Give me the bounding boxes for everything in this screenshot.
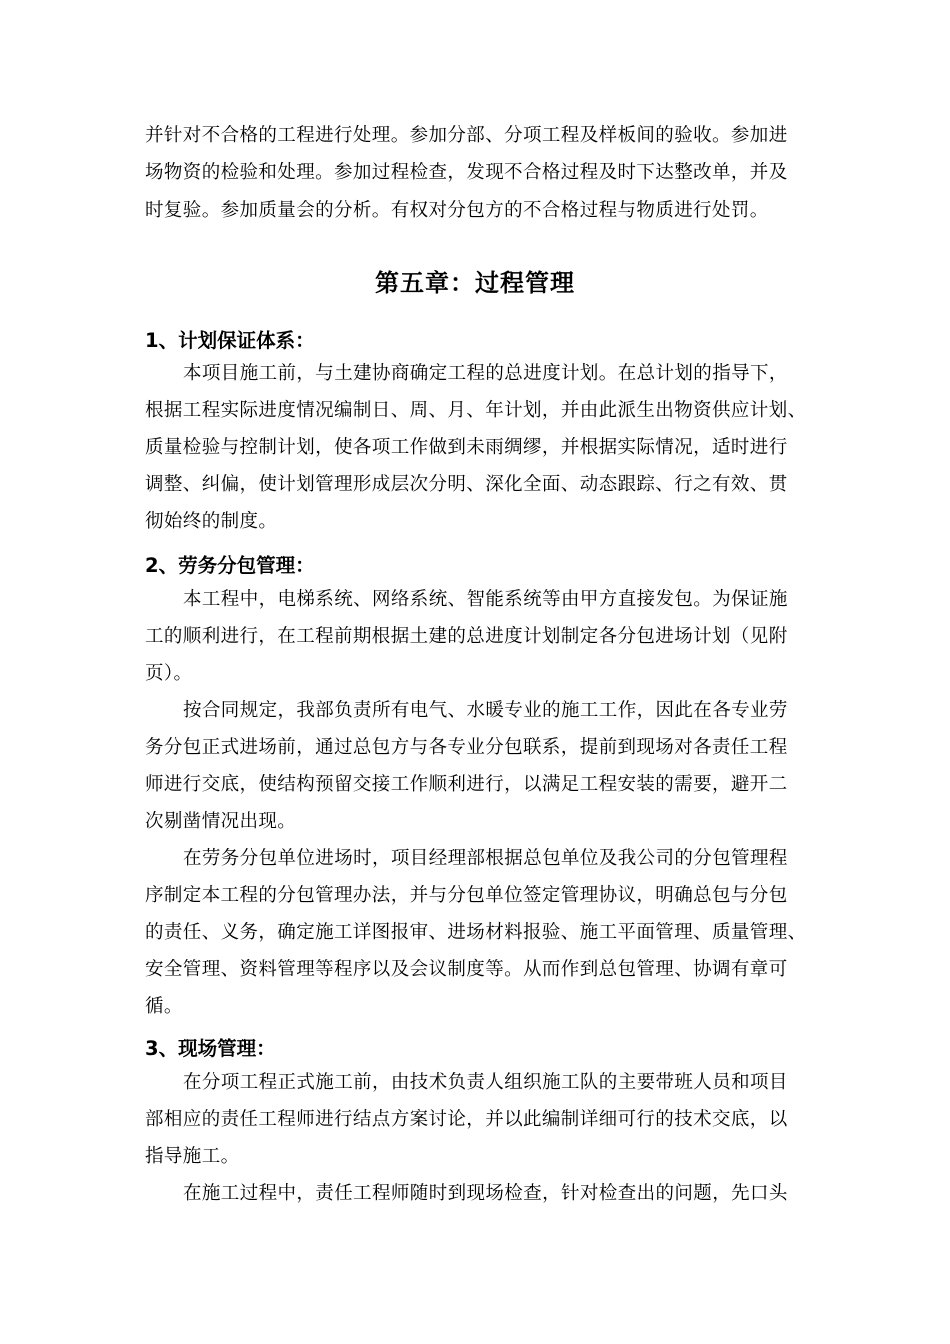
section-2-p3-line-1: 在劳务分包单位进场时，项目经理部根据总包单位及我公司的分包管理程 bbox=[183, 848, 788, 869]
section-2-p1-line-2: 工的顺利进行，在工程前期根据土建的总进度计划制定各分包进场计划（见附 bbox=[145, 626, 788, 647]
section-2-p1-line-1: 本工程中，电梯系统、网络系统、智能系统等由甲方直接发包。为保证施 bbox=[183, 589, 788, 610]
section-2-p3-line-4: 安全管理、资料管理等程序以及会议制度等。从而作到总包管理、协调有章可 bbox=[145, 959, 788, 980]
section-3-p1-line-1: 在分项工程正式施工前，由技术负责人组织施工队的主要带班人员和项目 bbox=[183, 1072, 788, 1093]
intro-line-2: 场物资的检验和处理。参加过程检查，发现不合格过程及时下达整改单，并及 bbox=[145, 162, 788, 183]
section-2-p2-line-4: 次剔凿情况出现。 bbox=[145, 811, 297, 832]
section-1-line-1: 本项目施工前，与土建协商确定工程的总进度计划。在总计划的指导下， bbox=[183, 363, 788, 384]
section-1-line-5: 彻始终的制度。 bbox=[145, 511, 278, 532]
section-1-line-4: 调整、纠偏，使计划管理形成层次分明、深化全面、动态跟踪、行之有效、贯 bbox=[145, 474, 788, 495]
intro-line-3: 时复验。参加质量会的分析。有权对分包方的不合格过程与物质进行处罚。 bbox=[145, 200, 769, 221]
section-1-line-2: 根据工程实际进度情况编制日、周、月、年计划，并由此派生出物资供应计划、 bbox=[145, 400, 807, 421]
section-2-p2-line-2: 务分包正式进场前，通过总包方与各专业分包联系，提前到现场对各责任工程 bbox=[145, 737, 788, 758]
section-3-p2-line-1: 在施工过程中，责任工程师随时到现场检查，针对检查出的问题，先口头 bbox=[183, 1183, 788, 1204]
section-1-heading: 1、计划保证体系： bbox=[145, 329, 315, 352]
section-2-p2-line-1: 按合同规定，我部负责所有电气、水暖专业的施工工作，因此在各专业劳 bbox=[183, 700, 788, 721]
section-3-p1-line-3: 指导施工。 bbox=[145, 1146, 240, 1167]
chapter-title: 第五章：过程管理 bbox=[375, 269, 575, 297]
section-3-p1-line-2: 部相应的责任工程师进行结点方案讨论，并以此编制详细可行的技术交底，以 bbox=[145, 1109, 788, 1130]
section-2-p3-line-5: 循。 bbox=[145, 996, 183, 1017]
section-2-p1-line-3: 页）。 bbox=[145, 663, 193, 684]
section-2-p3-line-2: 序制定本工程的分包管理办法，并与分包单位签定管理协议，明确总包与分包 bbox=[145, 885, 788, 906]
section-2-p3-line-3: 的责任、义务，确定施工详图报审、进场材料报验、施工平面管理、质量管理、 bbox=[145, 922, 807, 943]
section-2-p2-line-3: 师进行交底，使结构预留交接工作顺利进行，以满足工程安装的需要，避开二 bbox=[145, 774, 788, 795]
section-1-line-3: 质量检验与控制计划，使各项工作做到未雨绸缪，并根据实际情况，适时进行 bbox=[145, 437, 788, 458]
intro-line-1: 并针对不合格的工程进行处理。参加分部、分项工程及样板间的验收。参加进 bbox=[145, 125, 788, 146]
section-3-heading: 3、现场管理： bbox=[145, 1037, 276, 1060]
section-2-heading: 2、劳务分包管理： bbox=[145, 554, 315, 577]
